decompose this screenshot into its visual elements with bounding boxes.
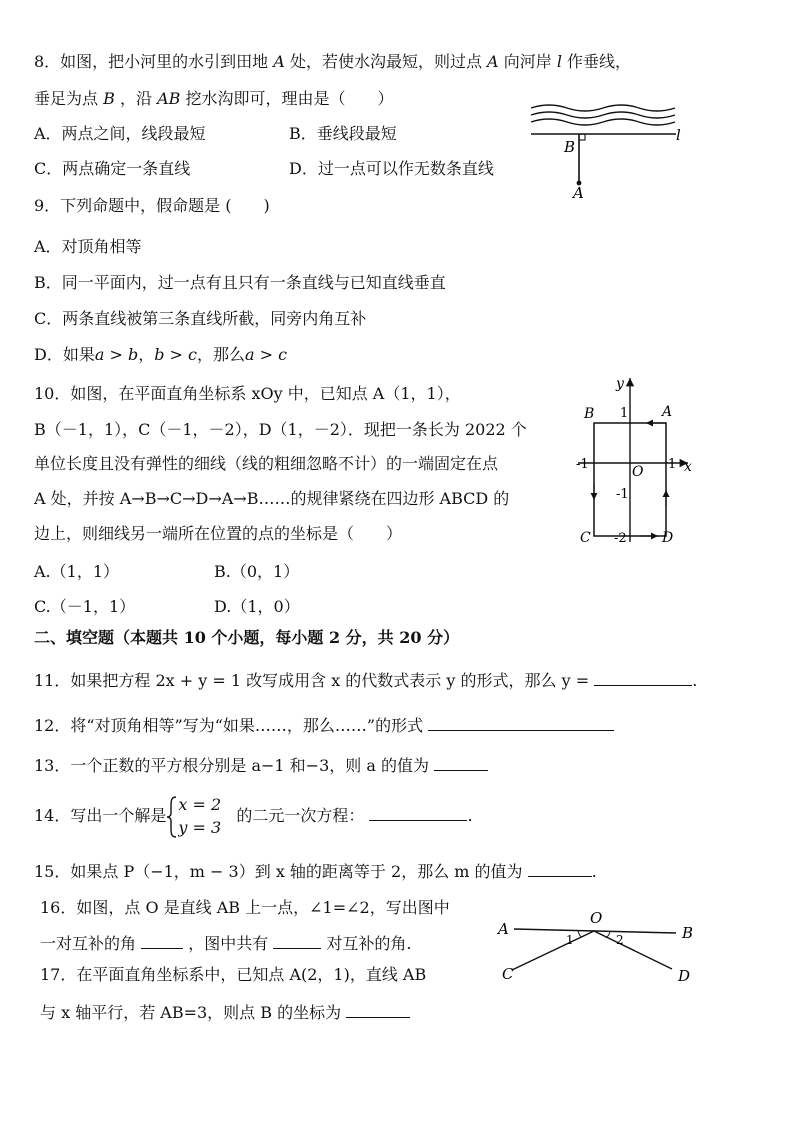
q14-pre: 14．写出一个解是 xyxy=(34,806,167,825)
q10-fig-tick-y1: 1 xyxy=(620,406,629,421)
q8-stem-part: 处，若使水沟最短，则过点 xyxy=(289,52,482,71)
q17-answer-blank[interactable] xyxy=(346,1002,410,1018)
q9-option-d[interactable] xyxy=(34,345,287,365)
q10-fig-tick-yn1: -1 xyxy=(616,487,629,502)
q9-option-c[interactable]: C．两条直线被第三条直线所截，同旁内角互补 xyxy=(34,309,367,328)
q16-fig-a: A xyxy=(498,920,509,938)
q10-fig-tick-yn2: -2 xyxy=(614,531,627,546)
q9-option-d-prefix: D．如果 xyxy=(34,345,95,364)
q10-fig-x: x xyxy=(684,459,692,475)
q15-answer-blank[interactable] xyxy=(528,861,592,877)
q8-fig-label-a: A xyxy=(573,184,584,202)
q8-option-b[interactable]: B．垂线段最短 xyxy=(289,124,397,143)
q16-line2b: ，图中共有 xyxy=(188,934,269,953)
q10-line5: 边上，则细线另一端所在位置的点的坐标是（ ） xyxy=(34,524,403,543)
q11-text: 11．如果把方程 2x + y = 1 改写成用含 x 的代数式表示 y 的形式，那么 y = xyxy=(34,671,590,690)
q13-answer-blank[interactable] xyxy=(434,755,488,771)
q15-text: 15．如果点 P（−1，m − 3）到 x 轴的距离等于 2，那么 m 的值为 xyxy=(34,862,523,881)
q14-post: 的二元一次方程： xyxy=(236,806,365,825)
q10-line1: 10．如图，在平面直角坐标系 xOy 中，已知点 A（1，1）， xyxy=(34,384,461,403)
q9-stem: 9．下列命题中，假命题是 ( ) xyxy=(34,196,270,215)
q16-fig-o: O xyxy=(590,909,603,927)
q16-answer-blank-1[interactable] xyxy=(141,933,183,949)
q9-option-d-cond2: b > c xyxy=(154,345,197,364)
q16-fig-b: B xyxy=(682,924,694,942)
q8-option-a[interactable]: A．两点之间，线段最短 xyxy=(34,124,206,143)
q16-fig-d: D xyxy=(678,967,691,985)
q11 xyxy=(34,670,697,691)
q14-brace-icon xyxy=(166,795,178,839)
q14-answer-blank[interactable] xyxy=(369,805,467,821)
q17-line2 xyxy=(40,1002,410,1023)
q8-line-l: l xyxy=(556,52,562,71)
q9-option-b[interactable]: B．同一平面内，过一点有且只有一条直线与已知直线垂直 xyxy=(34,273,446,292)
q16-fig-angle2: 2 xyxy=(616,933,624,947)
q16-line2 xyxy=(40,933,412,954)
q14-system xyxy=(166,795,236,839)
q10-option-a[interactable]: A.（1，1） xyxy=(34,562,120,581)
q10-line2: B（－1，1），C（－1，－2），D（1，－2）．现把一条长为 2022 个 xyxy=(34,420,527,439)
q10-fig-a: A xyxy=(662,404,673,420)
q14-eq1: x = 2 xyxy=(178,794,222,814)
q8-line1 xyxy=(34,52,631,72)
q10-line4: A 处，并按 A→B→C→D→A→B……的规律紧绕在四边形 ABCD 的 xyxy=(34,489,510,508)
q10-fig-tick-x1: 1 xyxy=(668,457,677,472)
q8-stem-part: 8．如图，把小河里的水引到田地 xyxy=(34,52,269,71)
q10-option-b[interactable]: B.（0，1） xyxy=(214,562,300,581)
q8-river-figure xyxy=(526,100,696,200)
q8-line2 xyxy=(34,89,394,109)
q11-tail: . xyxy=(692,671,698,690)
q8-segment-ab: AB xyxy=(157,89,181,108)
q16-angle-figure xyxy=(494,905,704,990)
q12 xyxy=(34,715,614,736)
q10-fig-c: C xyxy=(580,530,591,546)
q8-point-a: A xyxy=(487,52,499,71)
q8-option-c[interactable]: C．两点确定一条直线 xyxy=(34,159,191,178)
q16-line1: 16．如图，点 O 是直线 AB 上一点，∠1=∠2，写出图中 xyxy=(40,898,450,917)
q9-option-a[interactable]: A．对顶角相等 xyxy=(34,237,142,256)
q16-line2c: 对互补的角. xyxy=(326,934,412,953)
q10-fig-tick-xn1: -1 xyxy=(576,457,589,472)
q13-text: 13．一个正数的平方根分别是 a−1 和−3，则 a 的值为 xyxy=(34,756,429,775)
q10-fig-b: B xyxy=(584,406,595,422)
q8-point-b: B xyxy=(103,89,115,108)
q16-line2a: 一对互补的角 xyxy=(40,934,137,953)
q10-fig-origin: O xyxy=(632,464,644,480)
q9-option-d-sep: ， xyxy=(138,345,155,364)
q8-stem-part: ，沿 xyxy=(119,89,152,108)
q10-fig-d: D xyxy=(662,530,674,546)
q8-stem-part: 作垂线， xyxy=(567,52,632,71)
q8-stem-part: 向河岸 xyxy=(503,52,552,71)
q16-fig-angle1: 1 xyxy=(566,933,574,947)
q15 xyxy=(34,861,597,882)
q15-tail: . xyxy=(591,862,597,881)
q8-point-a: A xyxy=(273,52,285,71)
q8-option-d[interactable]: D．过一点可以作无数条直线 xyxy=(289,159,494,178)
q14-tail: . xyxy=(467,806,473,825)
q8-fig-label-b: B xyxy=(564,138,576,156)
q8-stem-part: 挖水沟即可，理由是（ ） xyxy=(185,89,394,108)
q8-stem-part: 垂足为点 xyxy=(34,89,99,108)
section2-heading: 二、填空题（本题共 10 个小题，每小题 2 分，共 20 分） xyxy=(34,628,460,647)
q17-line1: 17．在平面直角坐标系中，已知点 A(2，1)，直线 AB xyxy=(40,965,427,984)
q11-answer-blank[interactable] xyxy=(594,670,692,686)
q9-option-d-conclusion: a > c xyxy=(245,345,288,364)
q14-eq2: y = 3 xyxy=(178,817,222,837)
q8-fig-label-l: l xyxy=(676,126,681,144)
q10-option-d[interactable]: D.（1，0） xyxy=(214,597,300,616)
q9-option-d-cond1: a > b xyxy=(94,345,139,364)
q10-line3: 单位长度且没有弹性的细线（线的粗细忽略不计）的一端固定在点 xyxy=(34,454,499,473)
q16-fig-c: C xyxy=(502,965,514,983)
q12-answer-blank[interactable] xyxy=(428,715,614,731)
q10-option-c[interactable]: C.（－1，1） xyxy=(34,597,136,616)
q14 xyxy=(34,793,473,839)
q10-coordinate-figure xyxy=(570,372,700,552)
q17-line2-text: 与 x 轴平行，若 AB=3，则点 B 的坐标为 xyxy=(40,1003,342,1022)
q12-text: 12．将“对顶角相等”写为“如果……，那么……”的形式 xyxy=(34,716,424,735)
q9-option-d-mid: ，那么 xyxy=(197,345,246,364)
q10-fig-y: y xyxy=(616,376,624,392)
q16-answer-blank-2[interactable] xyxy=(273,933,321,949)
q13 xyxy=(34,755,488,776)
